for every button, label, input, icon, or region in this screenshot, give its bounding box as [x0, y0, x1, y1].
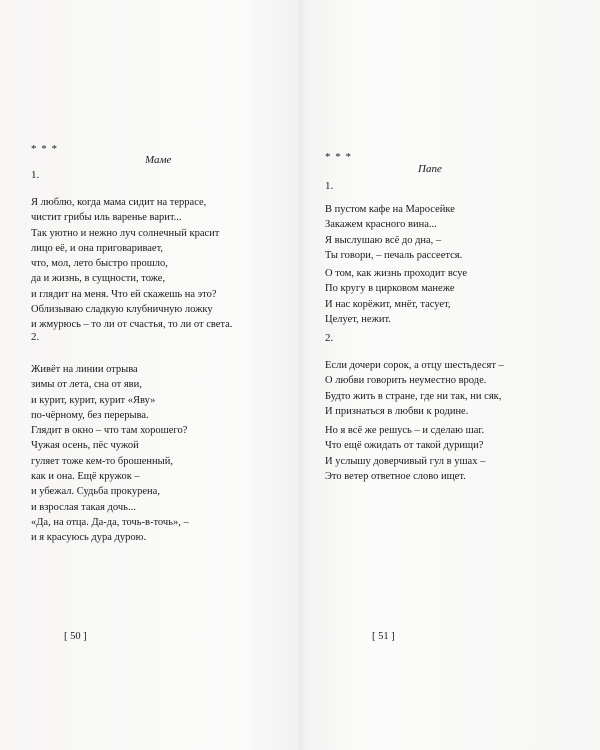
poem-line: В пустом кафе на Маросейке: [325, 204, 455, 215]
section-stars: * * *: [31, 143, 58, 155]
stanza: [31, 195, 232, 333]
poem-line: и жмурюсь – то ли от счастья, то ли от света.: [31, 319, 233, 331]
poem-line: Глядит в окно – что там хорошего?: [31, 425, 188, 437]
poem-line: гуляет тоже кем-то брошенный,: [31, 455, 173, 467]
poem-line: чистит грибы иль варенье варит...: [31, 212, 182, 224]
poem-line: и курит, курит, курит «Яву»: [31, 394, 156, 406]
poem-line: Ты говори, – печаль рассеется.: [325, 249, 463, 261]
poem-line: и убежал. Судьба прокурена,: [31, 486, 160, 498]
poem-line: Если дочери сорок, а отцу шестьдесят –: [325, 360, 504, 371]
page-number: [ 50 ]: [64, 631, 87, 642]
poem-line: О любви говорить неуместно вроде.: [325, 375, 487, 387]
poem-line: Что ещё ожидать от такой дурищи?: [325, 440, 484, 452]
poem-line: «Да, на отца. Да-да, точь-в-точь», –: [31, 516, 189, 528]
part-number: 1.: [31, 169, 40, 181]
part-number: 2.: [31, 331, 40, 343]
part-number: 2.: [325, 332, 334, 344]
poem-line: и взрослая такая дочь...: [31, 501, 136, 513]
poem-line: И услышу доверчивый гул в ушах –: [325, 455, 486, 467]
stanza: [325, 358, 504, 419]
poem-line: Живёт на линии отрыва: [31, 364, 138, 375]
poem-line: Это ветер ответное слово ищет.: [325, 470, 466, 482]
poem-line: И нас корёжит, мнёт, тасует,: [325, 298, 451, 310]
poem-title: Маме: [145, 154, 172, 166]
poem-line: зимы от лета, сна от яви,: [31, 379, 142, 391]
poem-line: да и жизнь, в сущности, тоже,: [31, 273, 166, 285]
poem-title: Папе: [418, 163, 442, 175]
poem-line: Я выслушаю всё до дна, –: [325, 234, 442, 246]
poem-line: Чужая осень, пёс чужой: [31, 440, 139, 452]
poem-line: Целует, нежит.: [325, 313, 391, 325]
poem-line: Я люблю, когда мама сидит на террасе,: [31, 197, 207, 208]
poem-line: и глядит на меня. Что ей скажешь на это?: [31, 288, 217, 300]
poem-line: по-чёрному, без перерыва.: [31, 409, 149, 421]
page-number: [ 51 ]: [372, 631, 395, 642]
stanza: [325, 423, 485, 484]
poem-line: Так уютно и нежно луч солнечный красит: [31, 227, 220, 239]
poem-line: И признаться в любви к родине.: [325, 405, 469, 417]
section-stars: * * *: [325, 151, 352, 163]
poem-line: По кругу в цирковом манеже: [325, 283, 455, 295]
stanza: [325, 266, 467, 327]
poem-line: и я красуюсь дура дурою.: [31, 532, 147, 544]
part-number: 1.: [325, 180, 334, 192]
poem-line: Будто жить в стране, где ни так, ни сяк,: [325, 390, 502, 402]
right-page: [300, 0, 600, 750]
stanza: [325, 202, 462, 263]
poem-line: Закажем красного вина...: [325, 219, 437, 231]
poem-line: Но я всё же решусь – и сделаю шаг.: [325, 425, 485, 436]
poem-line: лицо её, и она приговаривает,: [31, 242, 164, 254]
poem-line: что, мол, лето быстро прошло,: [31, 258, 168, 270]
poem-line: как и она. Ещё кружок –: [31, 471, 140, 483]
poem-line: О том, как жизнь проходит всуе: [325, 268, 468, 279]
stanza: [31, 362, 189, 546]
poem-line: Облизываю сладкую клубничную ложку: [31, 304, 213, 316]
